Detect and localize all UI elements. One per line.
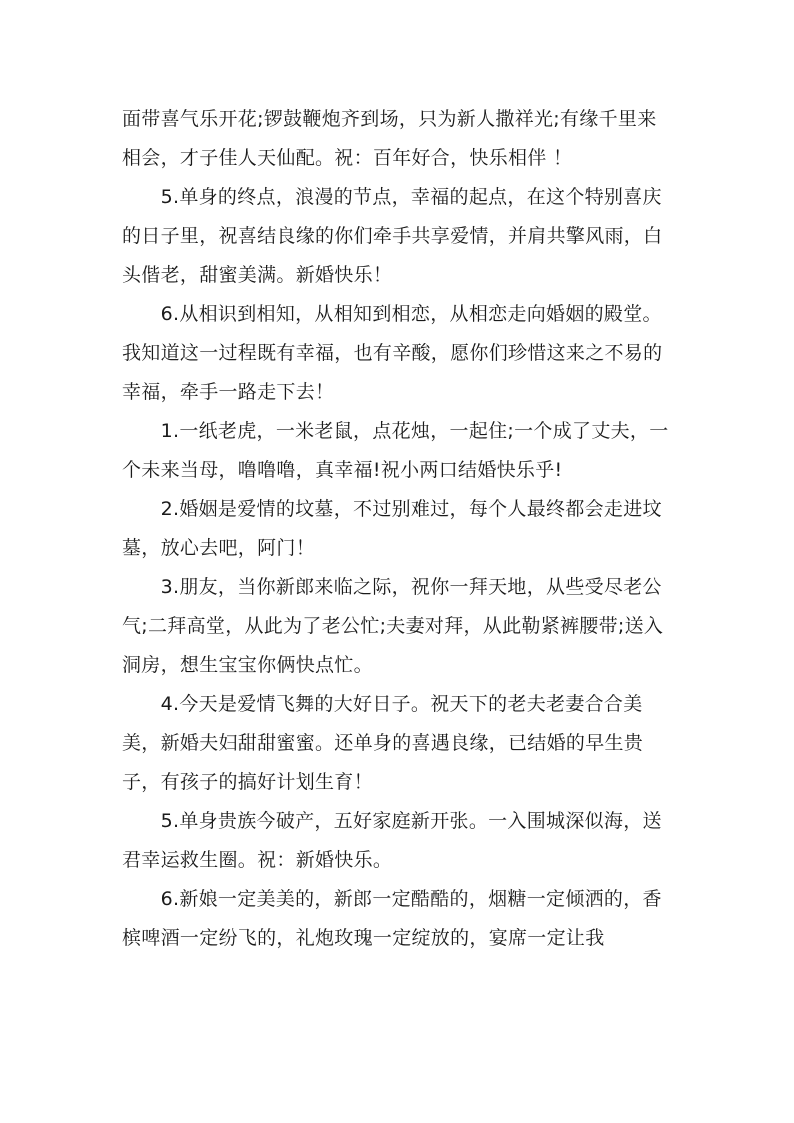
paragraph: 1.一纸老虎，一米老鼠，点花烛，一起住;一个成了丈夫，一个未来当母，噜噜噜，真幸福!祝小两口结婚快乐乎!: [122, 420, 669, 481]
paragraph: 3.朋友，当你新郎来临之际，祝你一拜天地，从些受尽老公气;二拜高堂，从此为了老公忙;夫妻对拜，从此勒紧裤腰带;送入洞房，想生宝宝你俩快点忙。: [122, 576, 664, 676]
paragraph: 5.单身的终点，浪漫的节点，幸福的起点，在这个特别喜庆的日子里，祝喜结良缘的你们牵手共享爱情，并肩共擎风雨，白头偕老，甜蜜美满。新婚快乐！: [122, 186, 663, 286]
paragraph: 5.单身贵族今破产，五好家庭新开张。一入围城深似海，送君幸运救生圈。祝：新婚快乐。: [122, 810, 662, 871]
paragraph: 6.从相识到相知，从相知到相恋，从相恋走向婚姻的殿堂。我知道这一过程既有幸福，也有辛酸，愿你们珍惜这来之不易的幸福，牵手一路走下去！: [122, 303, 663, 403]
paragraph: 面带喜气乐开花;锣鼓鞭炮齐到场，只为新人撒祥光;有缘千里来相会，才子佳人天仙配。祝：百年好合，快乐相伴 ！: [122, 108, 657, 169]
document-body: [122, 100, 674, 958]
paragraph: 2.婚姻是爱情的坟墓，不过别难过，每个人最终都会走进坟墓，放心去吧，阿门！: [122, 498, 662, 559]
paragraph: 4.今天是爱情飞舞的大好日子。祝天下的老夫老妻合合美美，新婚夫妇甜甜蜜蜜。还单身的喜遇良缘，已结婚的早生贵子，有孩子的搞好计划生育！: [122, 693, 644, 793]
paragraph: 6.新娘一定美美的，新郎一定酷酷的，烟糖一定倾洒的，香槟啤酒一定纷飞的，礼炮玫瑰一定绽放的，宴席一定让我: [122, 888, 662, 949]
